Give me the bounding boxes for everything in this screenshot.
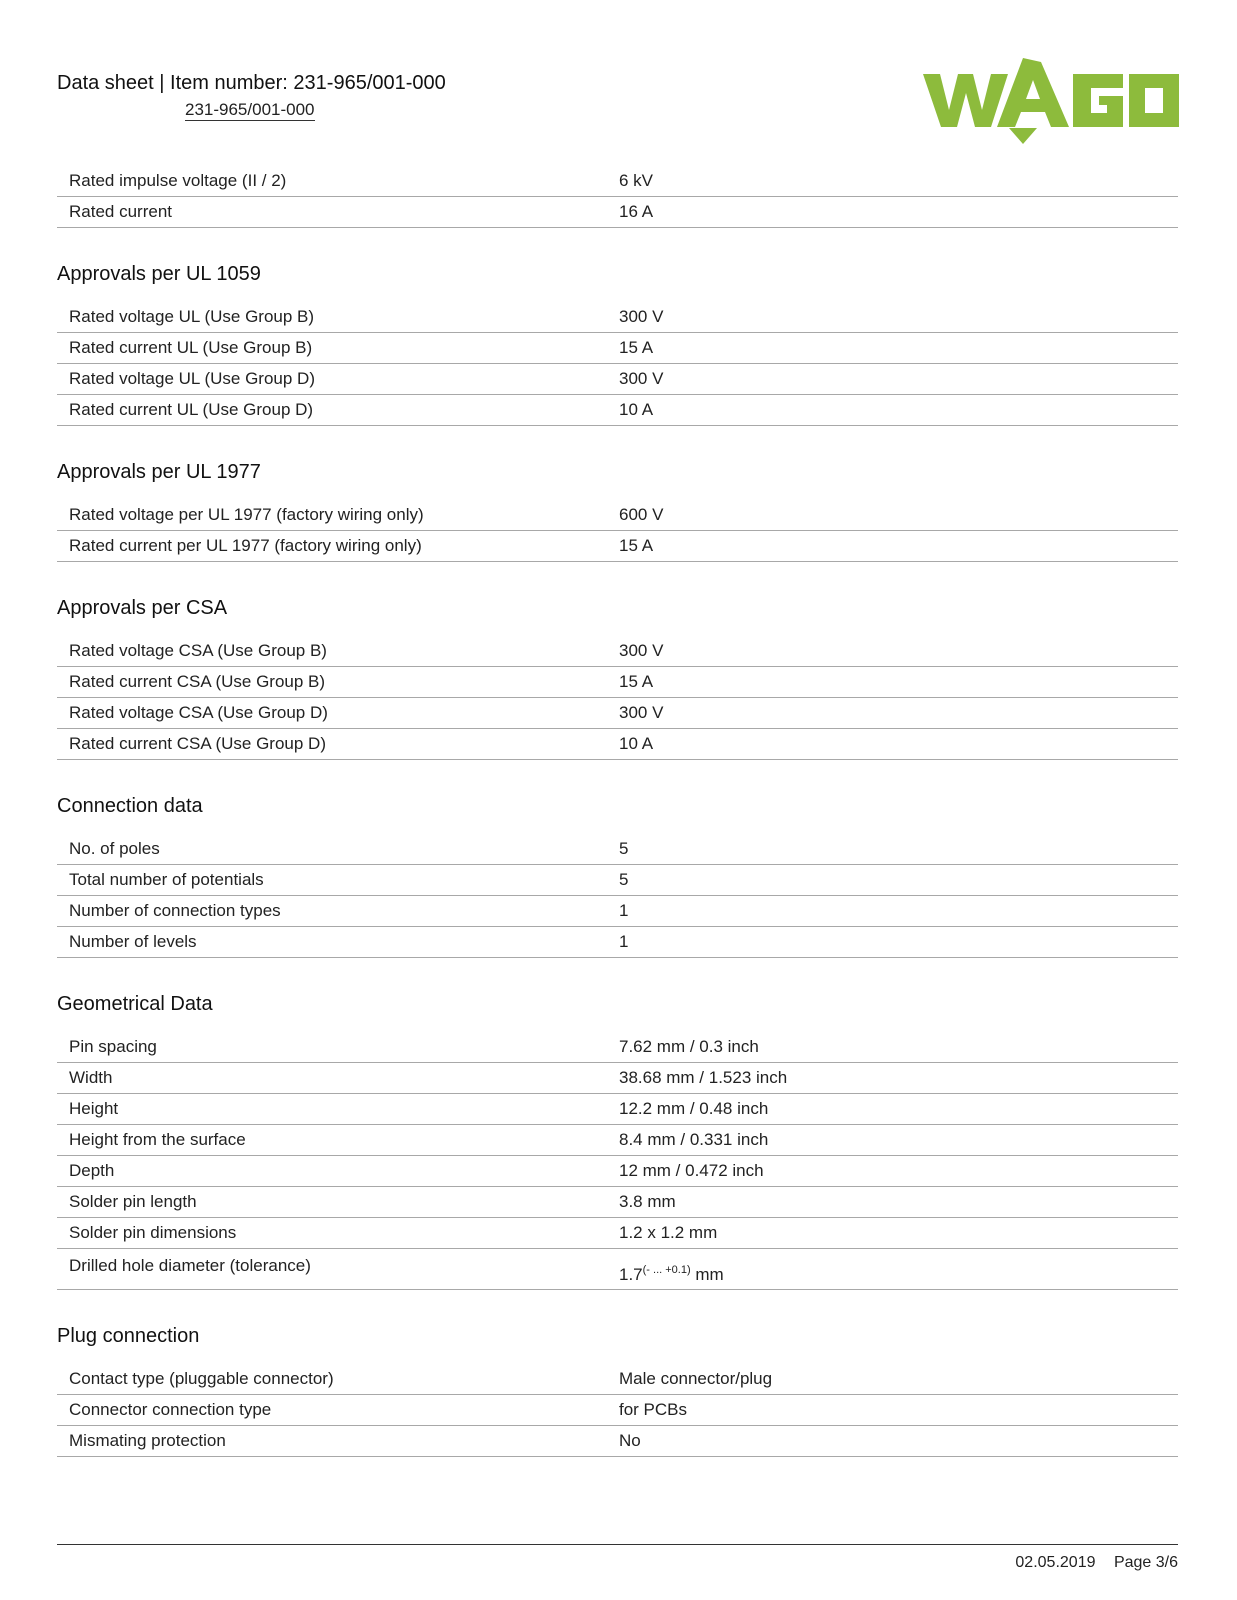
spec-row [57,636,1178,667]
spec-row [57,333,1178,364]
spec-row [57,1364,1178,1395]
spec-value: 8.4 mm / 0.331 inch [619,1130,769,1149]
footer-date: 02.05.2019 [1015,1554,1096,1571]
spec-label: Contact type (pluggable connector) [69,1369,334,1388]
spec-value: No [619,1431,641,1450]
spec-row [57,865,1178,896]
spec-label: Rated voltage CSA (Use Group B) [69,641,327,660]
spec-value [619,1256,1178,1285]
spec-label: Number of connection types [69,901,281,920]
spec-label: Rated voltage UL (Use Group D) [69,369,315,388]
spec-value: 16 A [619,202,654,221]
spec-row [57,834,1178,865]
section-title: Plug connection [57,1325,200,1347]
spec-row [57,500,1178,531]
spec-label: Number of levels [69,932,197,951]
spec-value: 300 V [619,369,664,388]
spec-label: Solder pin length [69,1192,197,1211]
spec-label: No. of poles [69,839,160,858]
spec-row [57,1156,1178,1187]
spec-value: 5 [619,839,629,858]
spec-label: Rated impulse voltage (II / 2) [69,171,287,190]
spec-value: 12 mm / 0.472 inch [619,1161,764,1180]
spec-label: Rated current CSA (Use Group D) [69,734,326,753]
spec-value: 12.2 mm / 0.48 inch [619,1099,769,1118]
spec-value: 10 A [619,400,654,419]
spec-value-base: 1.7 [619,1265,643,1284]
spec-value-tolerance: (- ... +0.1) [642,1264,691,1276]
spec-content [57,166,1178,1457]
spec-value: 300 V [619,641,664,660]
page-title: Data sheet | Item number: 231-965/001-000 [57,72,446,94]
spec-value: 6 kV [619,171,654,190]
spec-label: Rated current UL (Use Group D) [69,400,314,419]
footer-divider [57,1544,1178,1545]
section-title: Approvals per UL 1059 [57,263,261,285]
spec-value: 600 V [619,505,664,524]
spec-value: 15 A [619,338,654,357]
spec-label: Height from the surface [69,1130,246,1149]
spec-label: Rated current CSA (Use Group B) [69,672,326,691]
spec-row [57,729,1178,760]
spec-value: 7.62 mm / 0.3 inch [619,1037,759,1056]
spec-row [57,1187,1178,1218]
spec-label: Rated current [69,202,172,221]
spec-value: 15 A [619,536,654,555]
spec-value: 15 A [619,672,654,691]
spec-value: 300 V [619,703,664,722]
spec-row [57,166,1178,197]
spec-value: 3.8 mm [619,1192,676,1211]
spec-value: 1.2 x 1.2 mm [619,1223,718,1242]
spec-row [57,395,1178,426]
spec-row [57,698,1178,729]
spec-row [57,1125,1178,1156]
spec-value: 5 [619,870,629,889]
spec-label: Drilled hole diameter (tolerance) [69,1256,311,1275]
spec-value-unit: mm [690,1265,724,1284]
footer-page-number: Page 3/6 [1113,1554,1178,1571]
spec-row [57,531,1178,562]
spec-value: 38.68 mm / 1.523 inch [619,1068,788,1087]
spec-row [57,667,1178,698]
spec-label: Rated voltage per UL 1977 (factory wiring only) [69,505,424,524]
spec-label: Rated current per UL 1977 (factory wiring only) [69,536,422,555]
spec-label: Rated voltage UL (Use Group B) [69,307,315,326]
spec-label: Height [69,1099,119,1118]
item-number-link[interactable]: 231-965/001-000 [185,100,315,119]
section-title: Approvals per UL 1977 [57,461,261,483]
section-title: Geometrical Data [57,993,213,1015]
spec-row [57,896,1178,927]
spec-label: Rated voltage CSA (Use Group D) [69,703,328,722]
spec-label: Connector connection type [69,1400,272,1419]
spec-row [57,197,1178,228]
spec-label: Pin spacing [69,1037,157,1056]
spec-label: Rated current UL (Use Group B) [69,338,313,357]
section-title: Connection data [57,795,203,817]
spec-value: 1 [619,932,629,951]
spec-row [57,1395,1178,1426]
section-title: Approvals per CSA [57,597,228,619]
spec-label: Total number of potentials [69,870,264,889]
spec-row [57,1218,1178,1249]
spec-label: Mismating protection [69,1431,226,1450]
spec-row [57,927,1178,958]
spec-label: Solder pin dimensions [69,1223,237,1242]
spec-row [57,1063,1178,1094]
spec-row [57,1094,1178,1125]
spec-value: 10 A [619,734,654,753]
page-header [57,70,446,121]
spec-value: 1 [619,901,629,920]
spec-row [57,364,1178,395]
spec-row [57,302,1178,333]
spec-label: Depth [69,1161,115,1180]
spec-value: Male connector/plug [619,1369,773,1388]
page-footer [1015,1554,1178,1572]
spec-value: 300 V [619,307,664,326]
spec-label: Width [69,1068,113,1087]
spec-row [57,1249,1178,1290]
spec-value: for PCBs [619,1400,688,1419]
wago-logo [923,58,1179,144]
spec-row [57,1032,1178,1063]
spec-row [57,1426,1178,1457]
